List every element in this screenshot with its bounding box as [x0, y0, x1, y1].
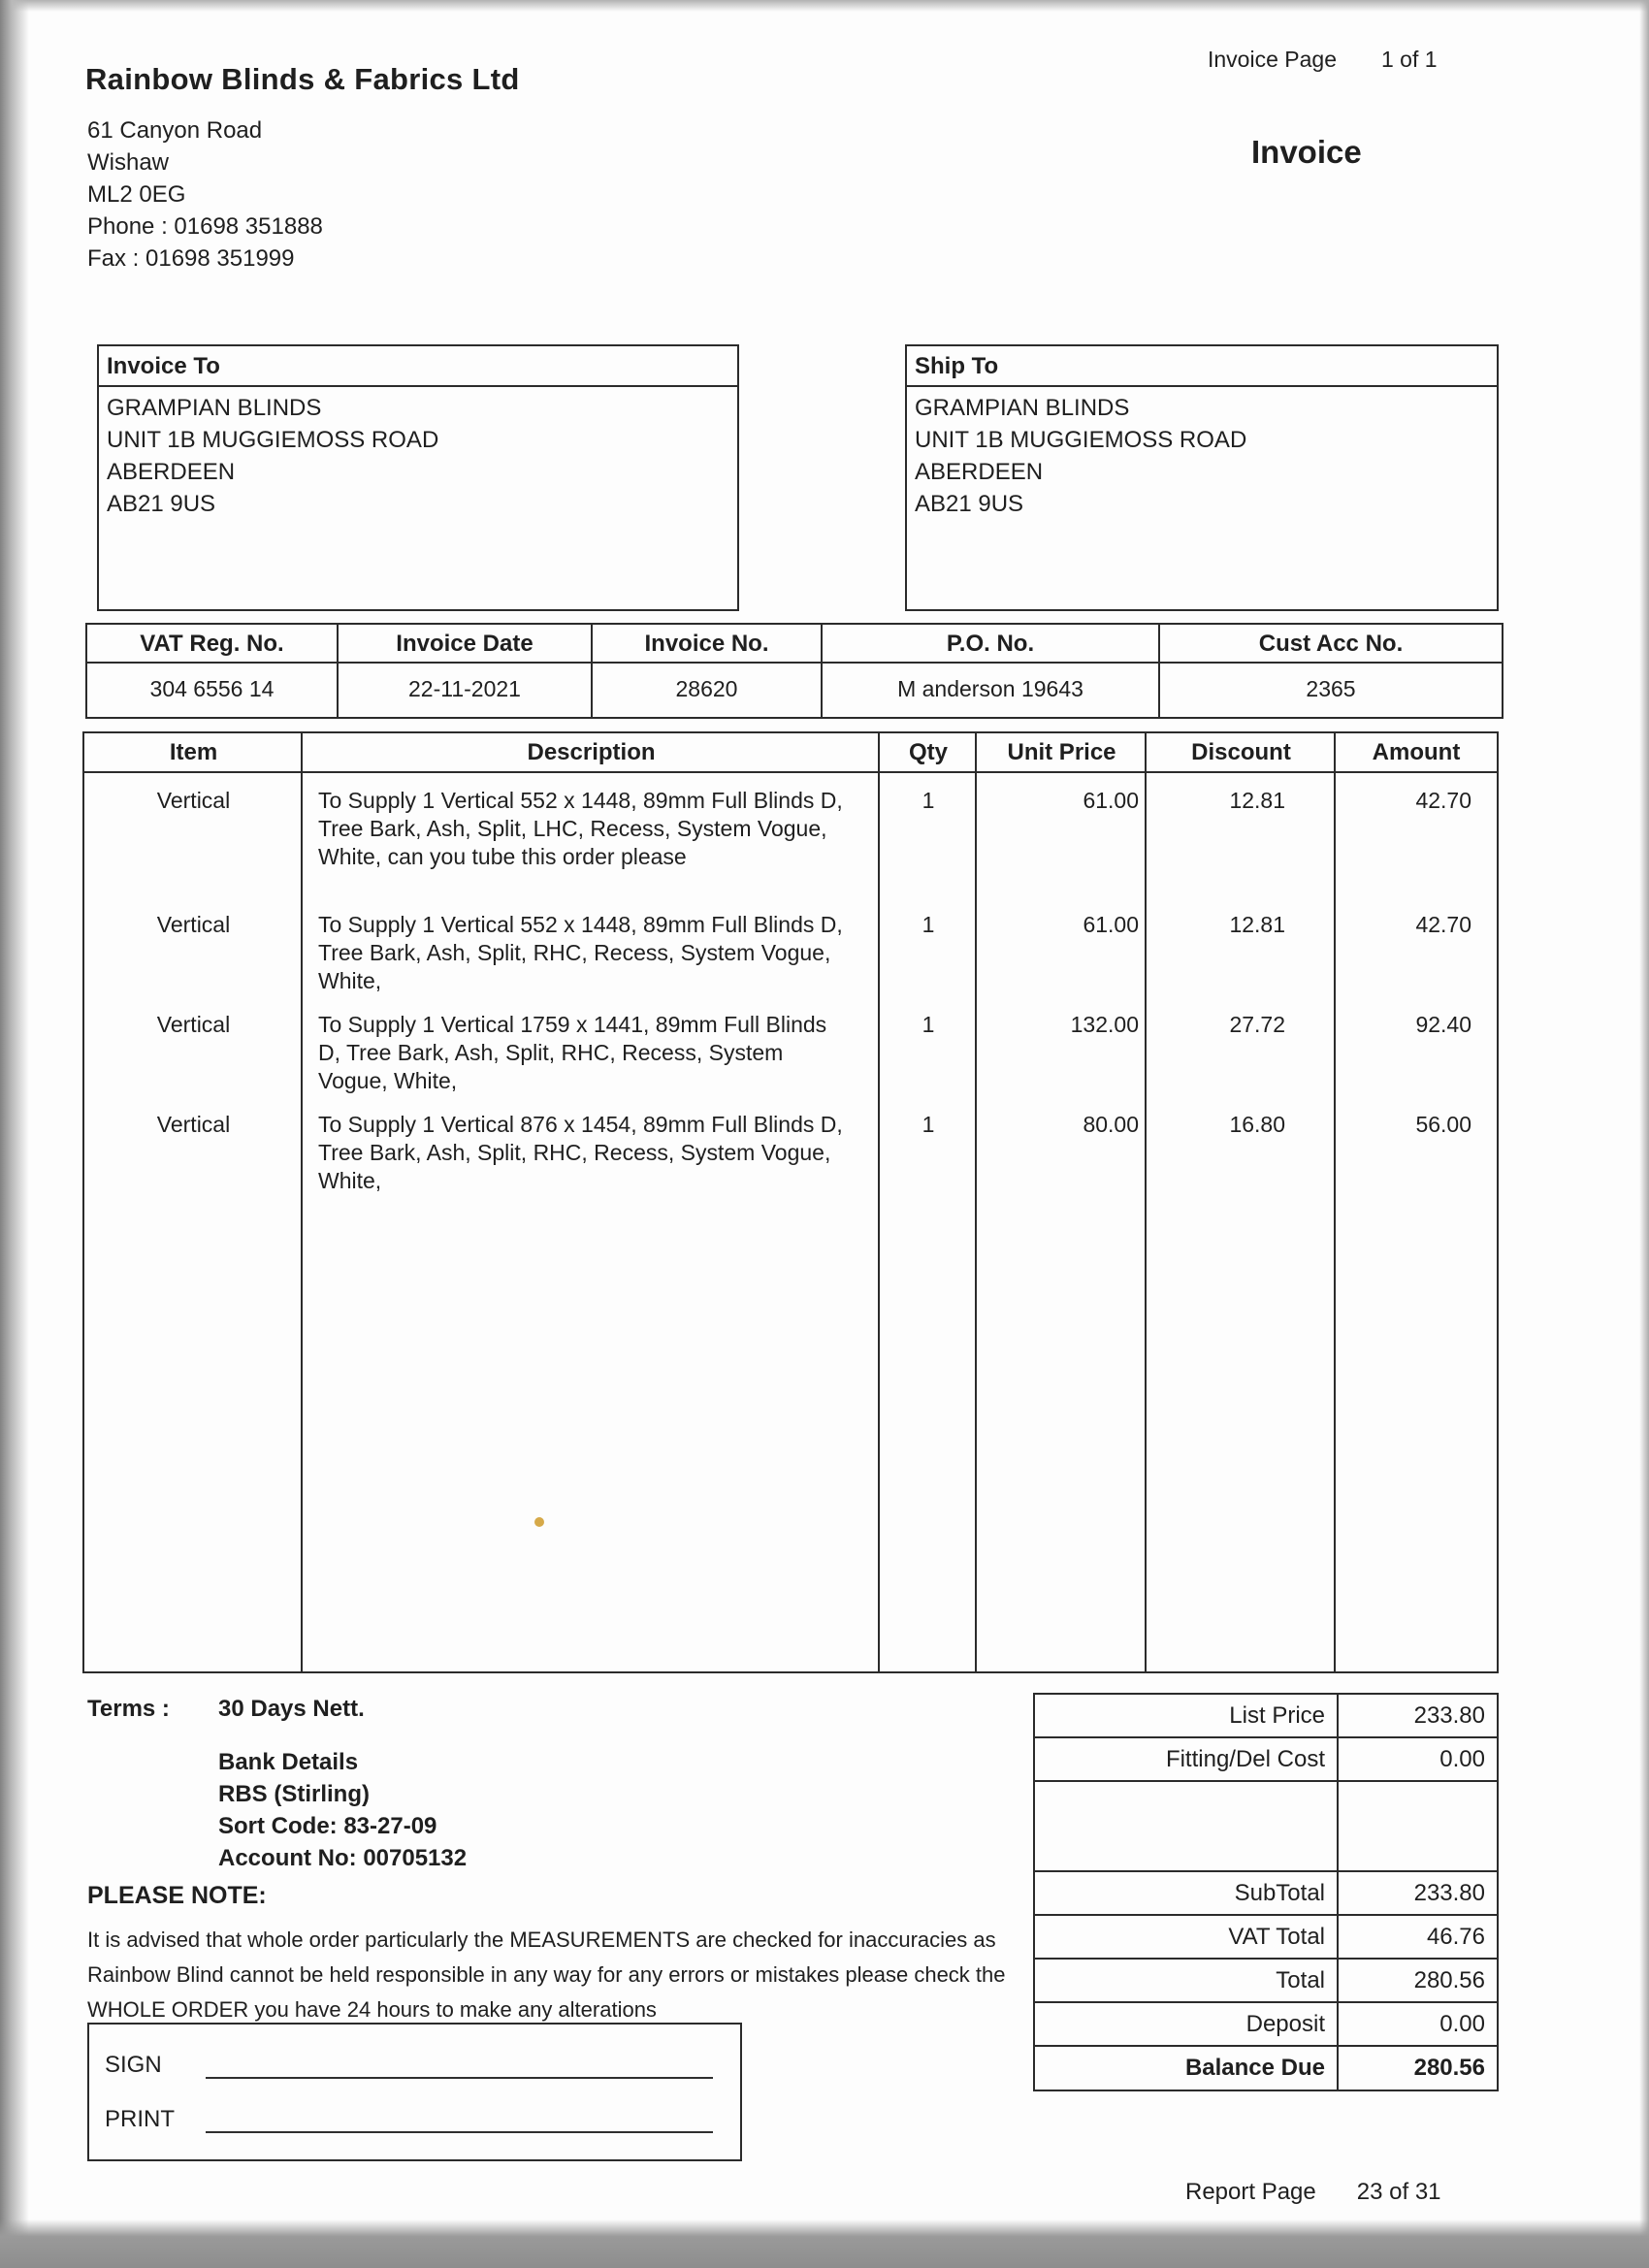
item-unit-price: 61.00	[1083, 788, 1139, 813]
total-label: Total	[1035, 1960, 1339, 2001]
details-value-row	[87, 664, 1502, 717]
line-items-table	[82, 731, 1499, 1673]
item-type: Vertical	[156, 912, 231, 937]
item-description: To Supply 1 Vertical 552 x 1448, 89mm Full Blinds D, Tree Bark, Ash, Split, LHC, Recess, System Vogue, White, can you tube this order please	[318, 788, 843, 869]
sign-row	[105, 2048, 713, 2079]
report-page-indicator	[1185, 2179, 1441, 2206]
scan-edge-bottom	[0, 2219, 1649, 2268]
items-header-description: Description	[527, 738, 656, 765]
bank-name: RBS (Stirling)	[218, 1781, 370, 1807]
vat-reg-no-header: VAT Reg. No.	[140, 631, 284, 657]
scan-edge-right	[1639, 0, 1649, 2268]
item-unit-price: 80.00	[1083, 1112, 1139, 1137]
items-header-item: Item	[169, 738, 218, 765]
terms-value: 30 Days Nett.	[218, 1696, 365, 1722]
invoice-page-label: Invoice Page	[1208, 47, 1337, 72]
totals-row-list-price	[1035, 1695, 1497, 1738]
vat-total-value: 46.76	[1426, 1924, 1485, 1950]
print-row	[105, 2102, 713, 2133]
invoice-no-value: 28620	[591, 664, 821, 717]
totals-row-fitting	[1035, 1738, 1497, 1782]
bank-details	[218, 1746, 467, 1874]
vat-total-label: VAT Total	[1035, 1916, 1339, 1958]
total-value: 280.56	[1413, 1967, 1485, 1993]
items-header-discount: Discount	[1191, 738, 1291, 765]
fitting-value: 0.00	[1439, 1746, 1485, 1772]
balance-due-label: Balance Due	[1035, 2047, 1339, 2090]
column-divider	[878, 733, 880, 1671]
totals-spacer-label	[1035, 1782, 1339, 1870]
invoice-page-value: 1 of 1	[1380, 47, 1438, 72]
scan-edge-top	[0, 0, 1649, 12]
invoice-to-address	[99, 387, 737, 525]
invoice-to-label: Invoice To	[99, 346, 737, 387]
items-header-qty: Qty	[908, 738, 948, 765]
list-price-label: List Price	[1035, 1695, 1339, 1736]
item-row	[84, 997, 1497, 1097]
list-price-value: 233.80	[1413, 1702, 1485, 1729]
column-divider	[301, 733, 303, 1671]
details-header-row	[87, 625, 1502, 664]
item-amount: 92.40	[1415, 1012, 1471, 1037]
item-qty: 1	[922, 1012, 935, 1037]
company-phone: Phone : 01698 351888	[87, 213, 323, 240]
report-page-value: 23 of 31	[1356, 2179, 1441, 2205]
column-divider	[1334, 733, 1336, 1671]
totals-row-subtotal	[1035, 1872, 1497, 1916]
subtotal-label: SubTotal	[1035, 1872, 1339, 1914]
invoice-no-header: Invoice No.	[591, 625, 821, 662]
column-divider	[975, 733, 977, 1671]
terms-label: Terms :	[87, 1696, 170, 1722]
ship-to-line1: GRAMPIAN BLINDS	[915, 395, 1130, 421]
item-description: To Supply 1 Vertical 552 x 1448, 89mm Full Blinds D, Tree Bark, Ash, Split, RHC, Recess, System Vogue, White,	[318, 912, 843, 993]
ship-to-address	[907, 387, 1497, 525]
item-description: To Supply 1 Vertical 1759 x 1441, 89mm Full Blinds D, Tree Bark, Ash, Split, RHC, Recess, System Vogue, White,	[318, 1012, 827, 1093]
item-discount: 16.80	[1229, 1112, 1285, 1137]
company-address-line2: Wishaw	[87, 149, 170, 176]
totals-spacer-value	[1339, 1782, 1497, 1870]
totals-box	[1033, 1693, 1499, 2091]
item-type: Vertical	[156, 1112, 231, 1137]
item-discount: 27.72	[1229, 1012, 1285, 1037]
totals-spacer-row	[1035, 1782, 1497, 1872]
report-page-label: Report Page	[1185, 2179, 1316, 2205]
bank-sort-code: Sort Code: 83-27-09	[218, 1813, 437, 1839]
item-qty: 1	[922, 788, 935, 813]
invoice-to-line2: UNIT 1B MUGGIEMOSS ROAD	[107, 427, 439, 453]
item-unit-price: 132.00	[1070, 1012, 1139, 1037]
cust-acc-no-value: 2365	[1158, 664, 1502, 717]
items-header-row	[84, 733, 1497, 773]
deposit-value: 0.00	[1439, 2011, 1485, 2037]
ship-to-line3: ABERDEEN	[915, 459, 1044, 485]
item-description: To Supply 1 Vertical 876 x 1454, 89mm Full Blinds D, Tree Bark, Ash, Split, RHC, Recess, System Vogue, White,	[318, 1112, 843, 1193]
signature-box	[87, 2023, 742, 2161]
invoice-page-indicator	[1208, 47, 1438, 73]
fitting-label: Fitting/Del Cost	[1035, 1738, 1339, 1780]
column-divider	[1145, 733, 1147, 1671]
items-header-unit-price: Unit Price	[1007, 738, 1116, 765]
totals-row-balance-due	[1035, 2047, 1497, 2090]
vat-reg-no-value: 304 6556 14	[149, 676, 275, 701]
item-discount: 12.81	[1229, 788, 1285, 813]
sign-label: SIGN	[105, 2052, 162, 2078]
po-no-value: M anderson 19643	[821, 664, 1158, 717]
totals-row-total	[1035, 1960, 1497, 2003]
document-title: Invoice	[1251, 134, 1362, 170]
totals-row-deposit	[1035, 2003, 1497, 2047]
invoice-to-line4: AB21 9US	[107, 491, 216, 517]
item-qty: 1	[922, 912, 935, 937]
ship-to-label: Ship To	[907, 346, 1497, 387]
item-row	[84, 897, 1497, 997]
please-note-body: It is advised that whole order particularly the MEASUREMENTS are checked for inaccuracies as Rainbow Blind cannot be held responsible in any way for any errors or mistakes please check the WHOLE ORDER you have 24 hours to make any alterations	[87, 1928, 1006, 2022]
totals-row-vat	[1035, 1916, 1497, 1960]
item-unit-price: 61.00	[1083, 912, 1139, 937]
print-label: PRINT	[105, 2106, 175, 2132]
po-no-header: P.O. No.	[821, 625, 1158, 662]
bank-details-title: Bank Details	[218, 1749, 359, 1775]
invoice-to-line3: ABERDEEN	[107, 459, 236, 485]
items-header-amount: Amount	[1372, 738, 1461, 765]
scan-edge-left	[0, 0, 29, 2268]
company-name: Rainbow Blinds & Fabrics Ltd	[85, 62, 520, 96]
invoice-date-header: Invoice Date	[337, 625, 591, 662]
item-type: Vertical	[156, 1012, 231, 1037]
invoice-date-value: 22-11-2021	[337, 664, 591, 717]
please-note-title: PLEASE NOTE:	[87, 1882, 267, 1909]
item-row	[84, 1097, 1497, 1197]
cust-acc-no-header: Cust Acc No.	[1158, 625, 1502, 662]
ship-to-line4: AB21 9US	[915, 491, 1024, 517]
print-line	[206, 2106, 713, 2133]
item-row	[84, 773, 1497, 897]
company-fax: Fax : 01698 351999	[87, 245, 295, 272]
subtotal-value: 233.80	[1413, 1880, 1485, 1906]
invoice-to-line1: GRAMPIAN BLINDS	[107, 395, 322, 421]
sign-line	[206, 2052, 713, 2079]
item-discount: 12.81	[1229, 912, 1285, 937]
bank-account-no: Account No: 00705132	[218, 1845, 468, 1871]
invoice-details-table	[85, 623, 1504, 719]
item-type: Vertical	[156, 788, 231, 813]
item-amount: 42.70	[1415, 788, 1471, 813]
ship-to-line2: UNIT 1B MUGGIEMOSS ROAD	[915, 427, 1247, 453]
company-postcode: ML2 0EG	[87, 181, 186, 208]
item-qty: 1	[922, 1112, 935, 1137]
company-address	[87, 114, 323, 275]
item-amount: 56.00	[1415, 1112, 1471, 1137]
invoice-to-box	[97, 344, 739, 611]
company-address-line1: 61 Canyon Road	[87, 117, 263, 144]
scan-artifact-dot	[534, 1517, 544, 1527]
deposit-label: Deposit	[1035, 2003, 1339, 2045]
ship-to-box	[905, 344, 1499, 611]
balance-due-value: 280.56	[1413, 2055, 1485, 2081]
item-amount: 42.70	[1415, 912, 1471, 937]
